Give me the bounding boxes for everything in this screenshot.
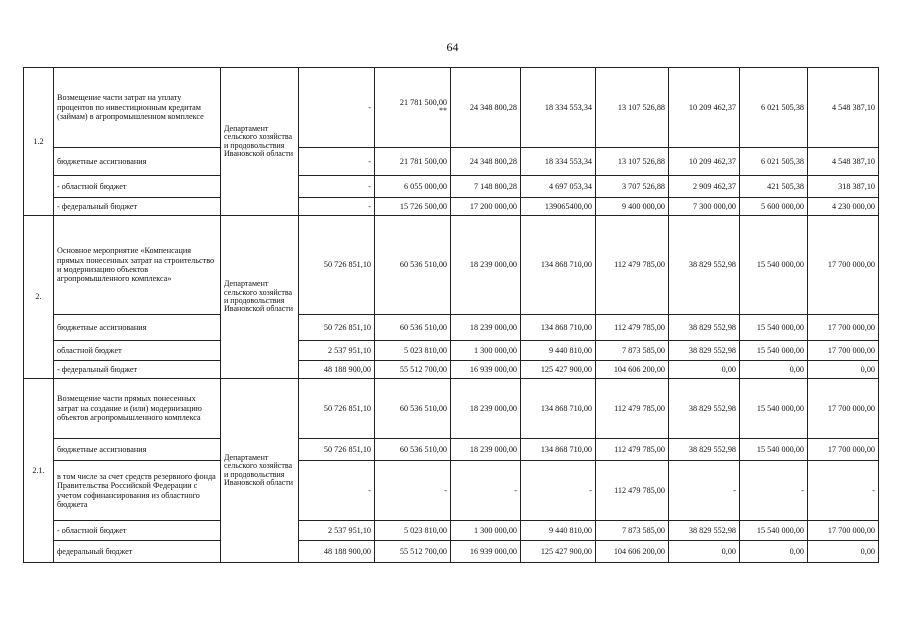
item-name: федеральный бюджет (54, 541, 221, 563)
amount-cell: 16 939 000,00 (451, 361, 521, 379)
amount-cell: 17 700 000,00 (808, 379, 879, 439)
amount-cell: 5 023 810,00 (375, 341, 451, 361)
amount-cell: 4 548 387,10 (808, 148, 879, 176)
item-name: - областной бюджет (54, 176, 221, 198)
amount-cell: 7 148 800,28 (451, 176, 521, 198)
item-name: в том числе за счет средств резервного фонда Правительства Российской Федерации с учетом софинансирования из областного бюджета (54, 461, 221, 521)
amount-cell: 2 537 951,10 (299, 521, 375, 541)
amount-cell: 9 440 810,00 (521, 521, 596, 541)
amount-cell: 112 479 785,00 (596, 461, 669, 521)
amount-cell: 15 540 000,00 (740, 315, 808, 341)
amount-cell: 139065400,00 (521, 198, 596, 216)
amount-cell: 55 512 700,00 (375, 361, 451, 379)
amount-cell: 1 300 000,00 (451, 341, 521, 361)
amount-cell: 60 536 510,00 (375, 216, 451, 315)
amount-cell: 6 055 000,00 (375, 176, 451, 198)
amount-cell: - (808, 461, 879, 521)
amount-cell: 15 540 000,00 (740, 379, 808, 439)
amount-cell: 6 021 505,38 (740, 68, 808, 148)
amount-cell: - (521, 461, 596, 521)
amount-cell: 2 909 462,37 (669, 176, 740, 198)
amount-cell: 18 239 000,00 (451, 216, 521, 315)
amount-cell: - (740, 461, 808, 521)
footnote-mark: ** (439, 106, 447, 116)
item-name: - федеральный бюджет (54, 198, 221, 216)
row-number: 1.2 (24, 68, 54, 216)
amount-cell: 38 829 552,98 (669, 341, 740, 361)
executor-cell: Департамент сельского хозяйства и продовольствия Ивановской области (221, 216, 299, 379)
amount-cell: 24 348 800,28 (451, 148, 521, 176)
amount-cell: - (299, 198, 375, 216)
amount-cell: 4 230 000,00 (808, 198, 879, 216)
amount-cell: 112 479 785,00 (596, 315, 669, 341)
amount-cell: 18 239 000,00 (451, 439, 521, 461)
table-row (24, 176, 879, 198)
amount-cell: 104 606 200,00 (596, 541, 669, 563)
table-row (24, 68, 879, 148)
amount-cell: 10 209 462,37 (669, 148, 740, 176)
row-number: 2.1. (24, 379, 54, 563)
executor-cell: Департамент сельского хозяйства и продовольствия Ивановской области (221, 379, 299, 563)
amount-cell: 6 021 505,38 (740, 148, 808, 176)
table-row (24, 341, 879, 361)
amount-cell: 48 188 900,00 (299, 361, 375, 379)
amount-cell: 60 536 510,00 (375, 379, 451, 439)
amount-cell: 0,00 (669, 541, 740, 563)
amount-cell: - (669, 461, 740, 521)
amount-cell: - (375, 461, 451, 521)
amount-cell: 134 868 710,00 (521, 439, 596, 461)
page-number: 64 (446, 40, 459, 54)
amount-cell: 125 427 900,00 (521, 541, 596, 563)
item-name: Возмещение части затрат на уплату процентов по инвестиционным кредитам (займам) в агропромышленном комплексе (54, 68, 221, 148)
amount-cell: 21 781 500,00 (375, 148, 451, 176)
amount-cell: 38 829 552,98 (669, 216, 740, 315)
table-body (24, 68, 879, 563)
amount-cell: 24 348 800,28 (451, 68, 521, 148)
amount-cell: 134 868 710,00 (521, 379, 596, 439)
budget-table (23, 67, 879, 563)
amount-value: 21 781 500,00 (399, 98, 447, 107)
amount-cell: 104 606 200,00 (596, 361, 669, 379)
table-row (24, 379, 879, 439)
amount-cell: 7 300 000,00 (669, 198, 740, 216)
amount-cell: 112 479 785,00 (596, 379, 669, 439)
table-row (24, 148, 879, 176)
amount-cell (375, 68, 451, 148)
amount-cell: 9 440 810,00 (521, 341, 596, 361)
amount-cell: - (299, 148, 375, 176)
amount-cell: 1 300 000,00 (451, 521, 521, 541)
item-name: - федеральный бюджет (54, 361, 221, 379)
amount-cell: 7 873 585,00 (596, 341, 669, 361)
amount-cell: 38 829 552,98 (669, 315, 740, 341)
amount-cell: 18 334 553,34 (521, 148, 596, 176)
amount-cell: 55 512 700,00 (375, 541, 451, 563)
amount-cell: 17 700 000,00 (808, 216, 879, 315)
amount-cell: - (299, 68, 375, 148)
amount-cell: 4 548 387,10 (808, 68, 879, 148)
table-row (24, 541, 879, 563)
item-name: бюджетные ассигнования (54, 439, 221, 461)
table-row (24, 361, 879, 379)
amount-cell: 13 107 526,88 (596, 148, 669, 176)
amount-cell: 60 536 510,00 (375, 315, 451, 341)
amount-cell: 18 334 553,34 (521, 68, 596, 148)
amount-cell: 60 536 510,00 (375, 439, 451, 461)
amount-cell: 15 540 000,00 (740, 341, 808, 361)
item-name: бюджетные ассигнования (54, 315, 221, 341)
amount-cell: 0,00 (669, 361, 740, 379)
amount-cell: - (299, 176, 375, 198)
amount-cell: 5 023 810,00 (375, 521, 451, 541)
amount-cell: 48 188 900,00 (299, 541, 375, 563)
table-row (24, 461, 879, 521)
amount-cell: - (451, 461, 521, 521)
amount-cell: 15 540 000,00 (740, 521, 808, 541)
amount-cell: 17 700 000,00 (808, 341, 879, 361)
amount-cell: 0,00 (740, 361, 808, 379)
item-name: - областной бюджет (54, 521, 221, 541)
item-name: бюджетные ассигнования (54, 148, 221, 176)
amount-cell: 18 239 000,00 (451, 379, 521, 439)
amount-cell: 134 868 710,00 (521, 315, 596, 341)
amount-cell: 15 540 000,00 (740, 216, 808, 315)
amount-cell: 0,00 (808, 541, 879, 563)
amount-cell: 38 829 552,98 (669, 521, 740, 541)
table-row (24, 521, 879, 541)
amount-cell: 3 707 526,88 (596, 176, 669, 198)
amount-cell: 9 400 000,00 (596, 198, 669, 216)
amount-cell: 50 726 851,10 (299, 439, 375, 461)
amount-cell: 421 505,38 (740, 176, 808, 198)
item-name: Возмещение части прямых понесенных затрат на создание и (или) модернизацию объектов агропромышленного комплекса (54, 379, 221, 439)
amount-cell: 18 239 000,00 (451, 315, 521, 341)
amount-cell: - (299, 461, 375, 521)
amount-cell: 13 107 526,88 (596, 68, 669, 148)
amount-cell: 2 537 951,10 (299, 341, 375, 361)
amount-cell: 50 726 851,10 (299, 216, 375, 315)
amount-cell: 17 700 000,00 (808, 521, 879, 541)
amount-cell: 17 700 000,00 (808, 315, 879, 341)
amount-cell: 112 479 785,00 (596, 439, 669, 461)
table-row (24, 216, 879, 315)
amount-cell: 318 387,10 (808, 176, 879, 198)
amount-cell: 7 873 585,00 (596, 521, 669, 541)
amount-cell: 38 829 552,98 (669, 439, 740, 461)
amount-cell: 17 200 000,00 (451, 198, 521, 216)
amount-cell: 112 479 785,00 (596, 216, 669, 315)
amount-cell: 16 939 000,00 (451, 541, 521, 563)
amount-cell: 0,00 (808, 361, 879, 379)
amount-cell: 5 600 000,00 (740, 198, 808, 216)
amount-cell: 125 427 900,00 (521, 361, 596, 379)
amount-cell: 4 697 053,34 (521, 176, 596, 198)
table-row (24, 315, 879, 341)
table-row (24, 198, 879, 216)
amount-cell: 15 726 500,00 (375, 198, 451, 216)
item-name: Основное мероприятие «Компенсация прямых понесенных затрат на строительство и модернизацию объектов агропромышленного комплекса» (54, 216, 221, 315)
item-name: областной бюджет (54, 341, 221, 361)
row-number: 2. (24, 216, 54, 379)
amount-cell: 15 540 000,00 (740, 439, 808, 461)
executor-cell: Департамент сельского хозяйства и продовольствия Ивановской области (221, 68, 299, 216)
amount-cell: 0,00 (740, 541, 808, 563)
amount-cell: 50 726 851,10 (299, 379, 375, 439)
table-row (24, 439, 879, 461)
amount-cell: 10 209 462,37 (669, 68, 740, 148)
amount-cell: 134 868 710,00 (521, 216, 596, 315)
amount-cell: 38 829 552,98 (669, 379, 740, 439)
amount-cell: 50 726 851,10 (299, 315, 375, 341)
amount-cell: 17 700 000,00 (808, 439, 879, 461)
